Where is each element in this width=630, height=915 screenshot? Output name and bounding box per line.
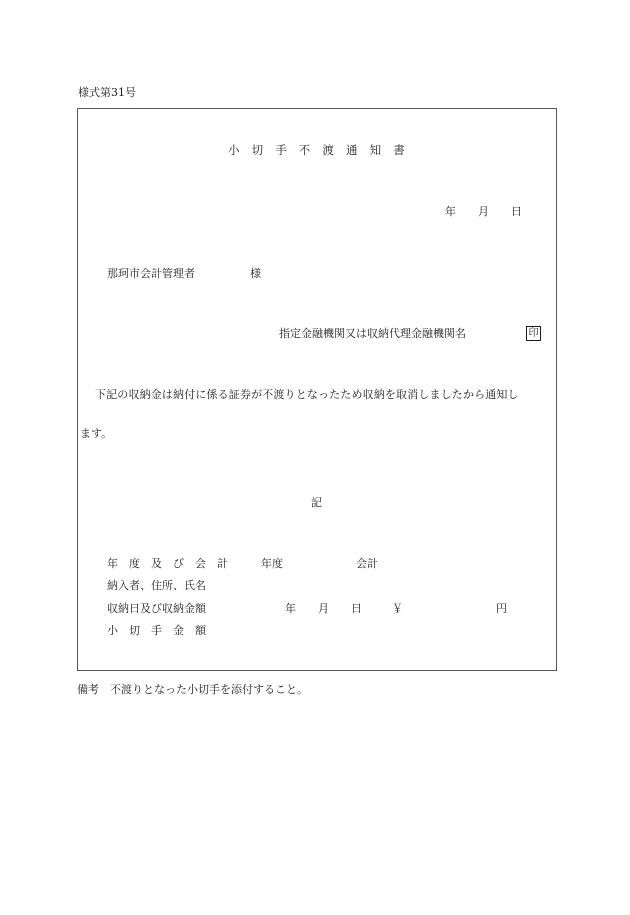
sender-bank-name-label: 指定金融機関又は収納代理金融機関名 <box>279 327 466 340</box>
detail-label-receipt: 収納日及び収納金額 <box>107 602 206 615</box>
remark-note: 備考 不渡りとなった小切手を添付すること。 <box>77 683 308 696</box>
detail-label-fiscal-year-account: 年 度 及 び 会 計 <box>107 557 228 570</box>
issue-date-line: 年 月 日 <box>445 205 522 218</box>
seal-mark: 印 <box>526 326 541 341</box>
body-text-line-2: ます。 <box>80 427 113 440</box>
account-suffix: 会計 <box>356 557 378 570</box>
yen-unit: 円 <box>496 602 507 615</box>
form-number: 様式第31号 <box>78 86 136 99</box>
yen-sign: ￥ <box>392 602 403 615</box>
fiscal-year-suffix: 年度 <box>261 557 283 570</box>
body-text-line-1: 下記の収納金は納付に係る証券が不渡りとなったため収納を取消しましたから通知し <box>95 388 519 401</box>
ki-heading: 記 <box>311 496 322 509</box>
addressee <box>107 268 261 279</box>
detail-label-payer: 納入者、住所、氏名 <box>107 579 206 592</box>
document-title: 小 切 手 不 渡 通 知 書 <box>228 143 405 157</box>
addressee-honorific: 様 <box>250 267 261 280</box>
detail-label-check-amount: 小 切 手 金 額 <box>107 624 206 637</box>
receipt-date-line: 年 月 日 <box>285 602 362 615</box>
addressee-name: 那珂市会計管理者 <box>107 267 195 280</box>
